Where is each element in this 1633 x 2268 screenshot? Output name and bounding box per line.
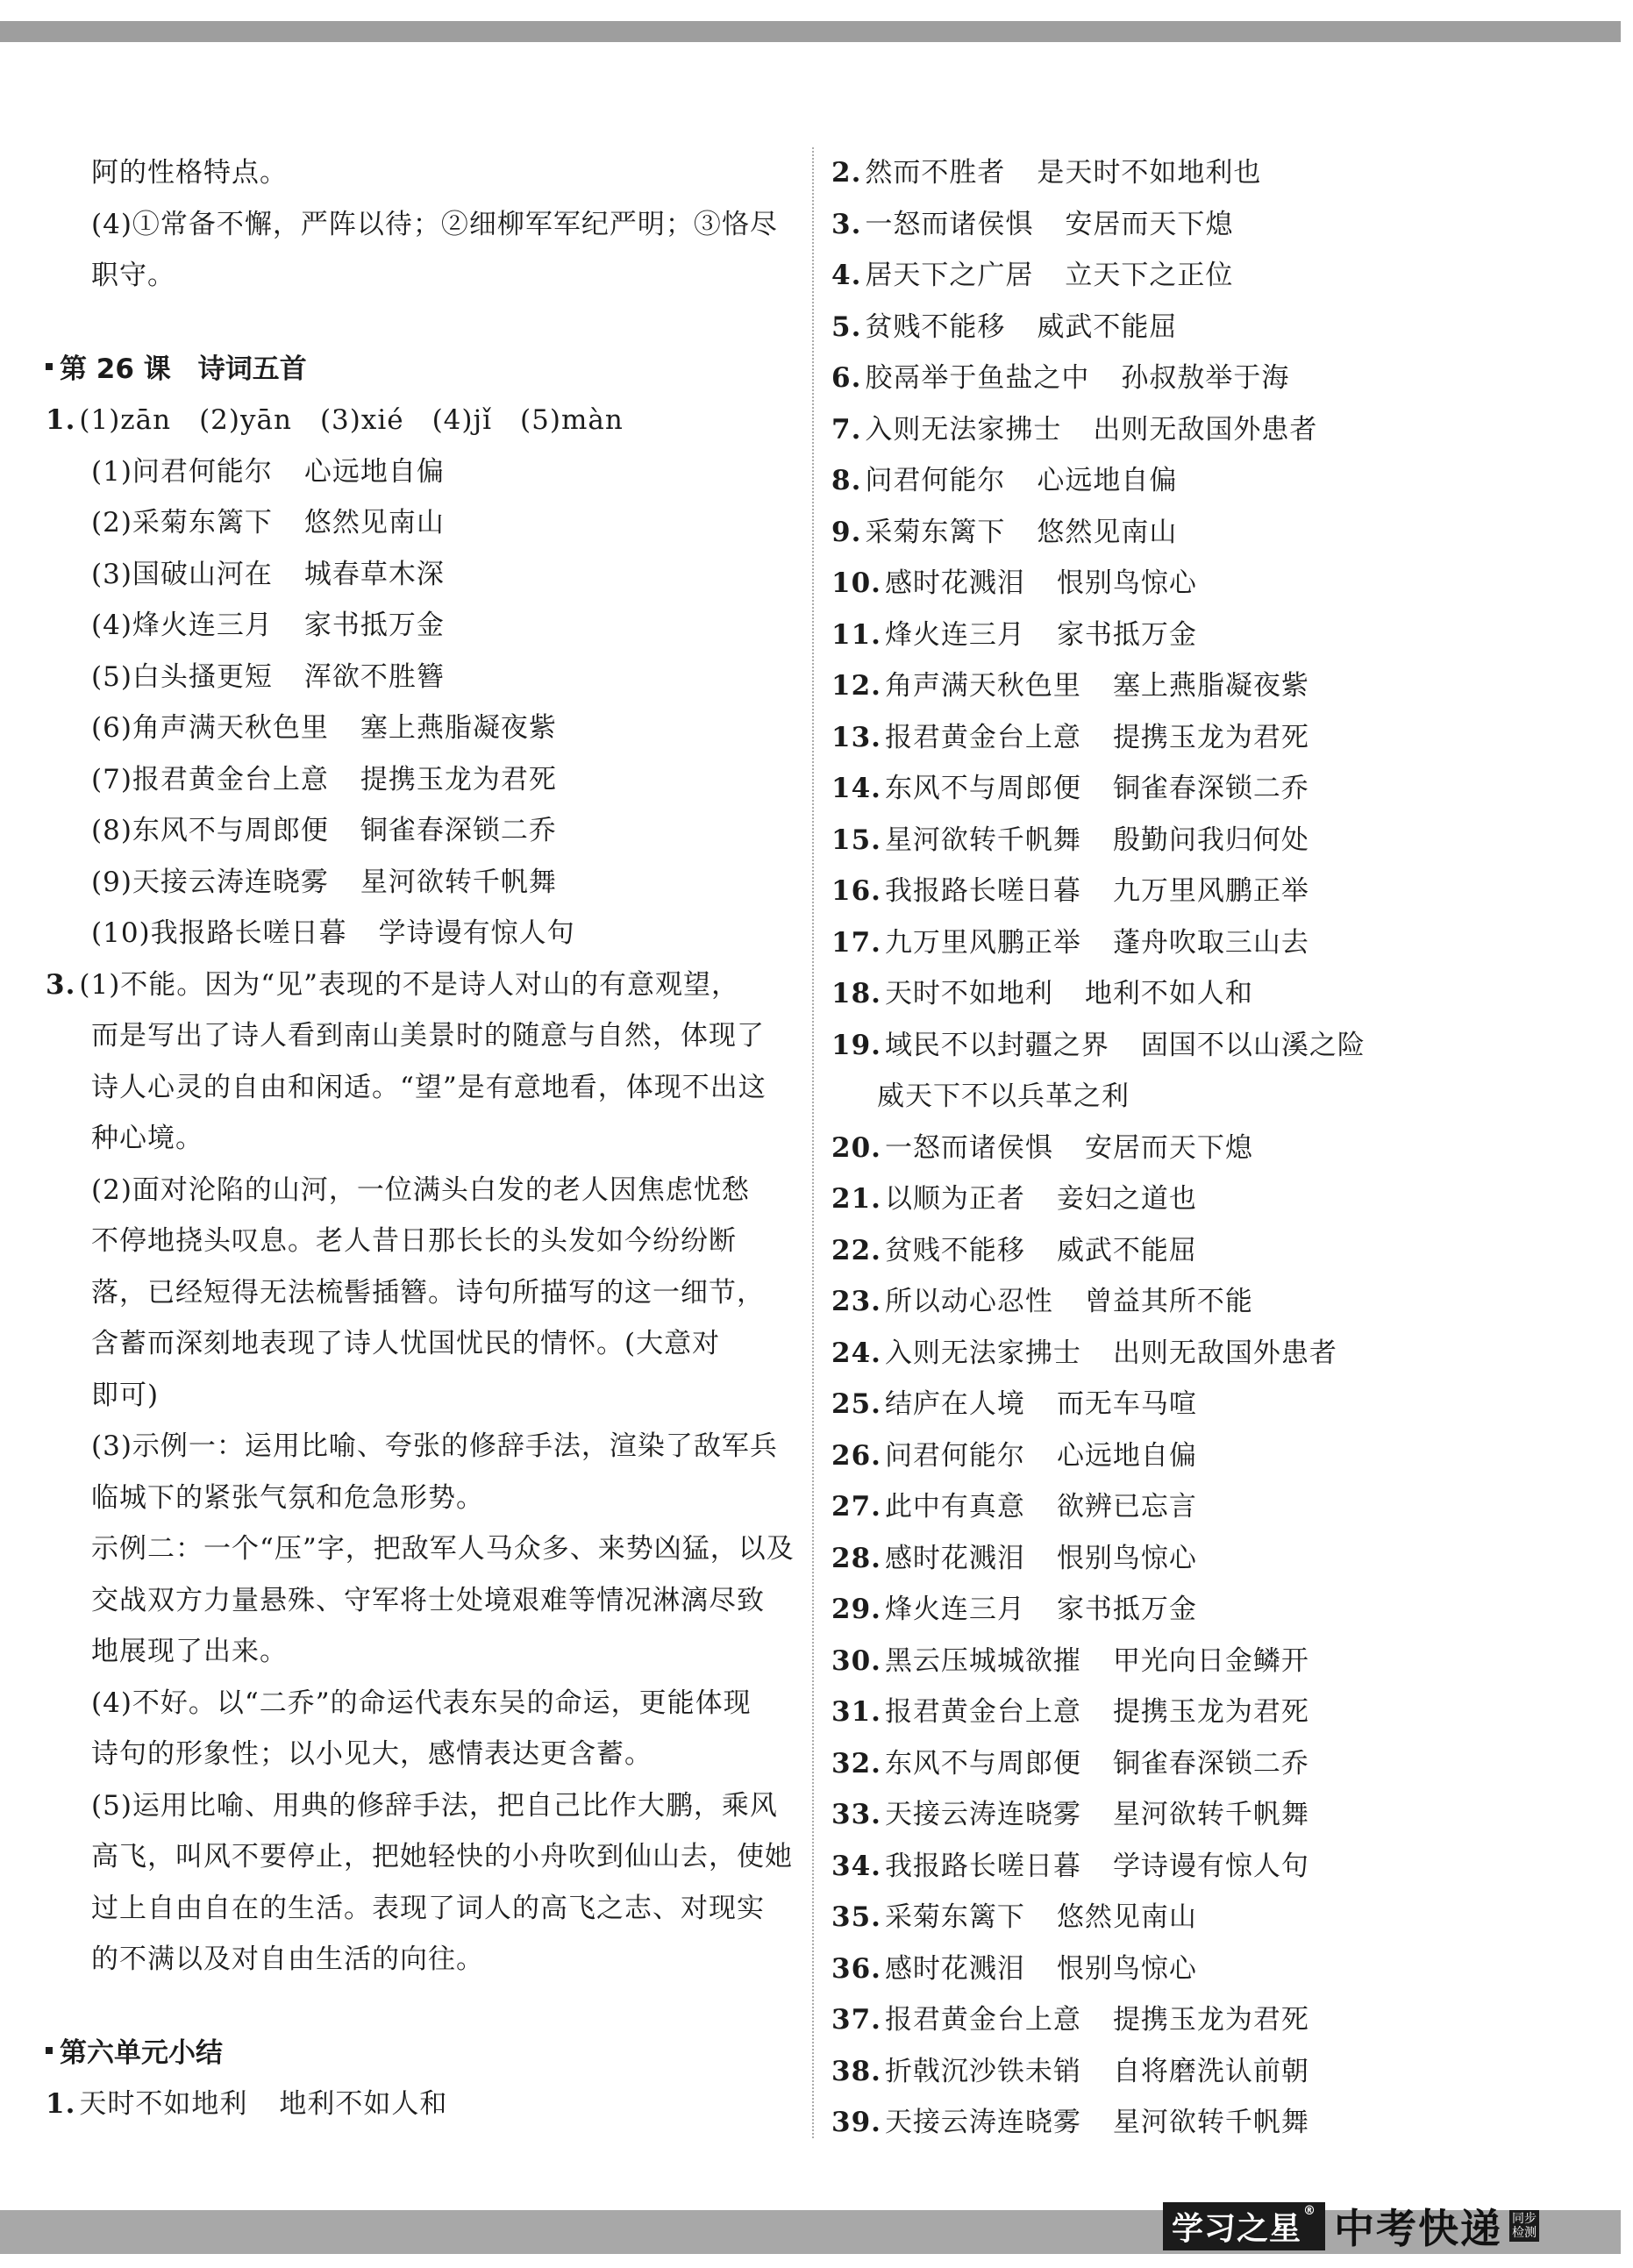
summary-item (831, 1481, 1603, 1533)
item-number: 10. (831, 567, 881, 599)
left-column (46, 147, 795, 2130)
answer-q2-item (46, 703, 782, 754)
item-number: 4. (831, 260, 862, 291)
item-number: 24. (831, 1337, 881, 1369)
answer-q2-item (46, 549, 782, 601)
answer-part-c: 威天下不以兵革之利 (877, 1081, 1130, 1112)
answer-part-b: 而无车马喧 (1056, 1388, 1197, 1420)
answer-part-a: 此中有真意 (884, 1491, 1025, 1523)
answer-part-b: 曾益其所不能 (1084, 1286, 1253, 1317)
item-number: 9. (831, 516, 862, 548)
answer-part-b: 学诗谩有惊人句 (1112, 1850, 1309, 1882)
text-line: 诗句的形象性；以小见大，感情表达更含蓄。 (91, 1738, 652, 1770)
item-number: 16. (831, 875, 881, 907)
answer-q3-body (46, 1010, 795, 1986)
item-number: 18. (831, 978, 881, 1009)
answer-q2-item (46, 652, 782, 703)
text-line: 种心境。 (91, 1123, 203, 1154)
summary-item (831, 1738, 1603, 1790)
brand-name: 中考快递 (1334, 2205, 1503, 2252)
item-number: 13. (831, 721, 881, 753)
answer-part-b: 心远地自偏 (1056, 1439, 1197, 1472)
summary-item (831, 353, 1603, 404)
item-number: 8. (831, 465, 862, 496)
text-line: (3)示例一：运用比喻、夸张的修辞手法，渲染了敌军兵 (91, 1430, 778, 1462)
item-number: 38. (831, 2055, 881, 2087)
answer-part-a: 我报路长嗟日暮 (884, 875, 1081, 907)
summary-item (831, 866, 1603, 917)
answer-part-a: 东风不与周郎便 (884, 1747, 1081, 1779)
answer-part-a: 我报路长嗟日暮 (884, 1850, 1081, 1882)
answer-part-a: 结庐在人境 (884, 1388, 1025, 1420)
answer-part-a: 胶鬲举于鱼盐之中 (865, 362, 1090, 394)
answer-part-a: 以顺为正者 (884, 1183, 1025, 1215)
item-number: 27. (831, 1491, 881, 1523)
answer-part-a: 问君何能尔 (884, 1439, 1025, 1472)
answer-part-b: 是天时不如地利也 (1037, 157, 1262, 189)
item-number: 36. (831, 1952, 881, 1985)
answer-q2-item (46, 497, 782, 549)
answer-part-a: 角声满天秋色里 (884, 670, 1081, 702)
item-number: 23. (831, 1286, 881, 1317)
answer-part-a: 烽火连三月 (884, 618, 1025, 651)
item-number: 3. (831, 208, 862, 240)
answer-part-b: 家书抵万金 (1056, 1594, 1197, 1625)
answer-part-b: 心远地自偏 (1037, 465, 1178, 496)
answer-part-b: 威武不能屈 (1037, 310, 1178, 343)
text-line: (5)运用比喻、用典的修辞手法，把自己比作大鹏，乘风 (91, 1789, 778, 1822)
answer-part-a: 折戟沉沙铁未销 (884, 2055, 1081, 2087)
summary-item (831, 1123, 1603, 1174)
item-number: 26. (831, 1439, 881, 1472)
answer-part-a: 天时不如地利 (884, 978, 1053, 1009)
answer-part-b: 提携玉龙为君死 (360, 763, 557, 795)
top-gray-bar (0, 21, 1621, 42)
answer-part-b: 甲光向日金鳞开 (1112, 1644, 1309, 1677)
answer-part-b: 提携玉龙为君死 (1112, 1696, 1309, 1728)
summary-item (831, 1943, 1603, 1995)
answer-part-a: (3)国破山河在 (91, 558, 273, 590)
answer-part-b: 浑欲不胜簪 (303, 660, 445, 693)
summary-item (831, 1841, 1603, 1893)
answer-q2-item (46, 754, 782, 806)
summary-item (831, 302, 1603, 353)
answer-part-a: (7)报君黄金台上意 (91, 763, 329, 795)
summary-item (831, 1994, 1603, 2046)
answer-part-b: 蓬舟吹取三山去 (1112, 926, 1309, 959)
answer-part-b: 城春草木深 (303, 558, 445, 590)
answer-part-b: 塞上燕脂凝夜紫 (360, 712, 557, 744)
item-number: 28. (831, 1542, 881, 1574)
answer-part-b: 心远地自偏 (303, 455, 445, 488)
answer-part-b: 固国不以山溪之险 (1140, 1029, 1366, 1061)
brand-tag: 同步检测 (1509, 2210, 1539, 2242)
answer-part-a: (1)问君何能尔 (91, 455, 273, 488)
answer-part-b: 安居而天下熄 (1065, 208, 1234, 240)
answer-part-b: 自将磨洗认前朝 (1112, 2055, 1309, 2087)
answer-part-b: 星河欲转千帆舞 (360, 866, 557, 898)
text-line: 交战双方力量悬殊、守军将士处境艰难等情况淋漓尽致 (91, 1584, 765, 1616)
summary-item-continued (831, 1071, 1603, 1123)
item-number: 29. (831, 1594, 881, 1625)
section-title-lesson26: 第 26 课 诗词五首 (46, 344, 782, 396)
answer-part-b: 悠然见南山 (1056, 1901, 1197, 1933)
answer-part-a: (10)我报路长嗟日暮 (91, 917, 347, 949)
item-number: 31. (831, 1696, 881, 1728)
answer-q2-item (46, 600, 782, 652)
answer-q1: 1. (1)zān (2)yān (3)xié (4)jǐ (5)màn (46, 404, 624, 436)
answer-part-b: 出则无敌国外患者 (1093, 413, 1318, 446)
answer-part-b: 殷勤问我归何处 (1112, 824, 1309, 856)
summary-item (831, 558, 1603, 610)
text-line: 阿的性格特点。 (91, 157, 288, 189)
summary-item-1: 1. 天时不如地利 地利不如人和 (46, 2088, 448, 2120)
summary-item (831, 1430, 1603, 1482)
summary-item (831, 2046, 1603, 2098)
item-number: 20. (831, 1131, 881, 1164)
answer-part-b: 星河欲转千帆舞 (1112, 1799, 1309, 1830)
answer-part-a: 九万里风鹏正举 (884, 926, 1081, 959)
summary-item (831, 712, 1603, 764)
summary-item (831, 147, 1603, 199)
answer-part-a: 星河欲转千帆舞 (884, 824, 1081, 856)
answer-part-b: 妾妇之道也 (1056, 1183, 1197, 1215)
answer-part-b: 提携玉龙为君死 (1112, 2004, 1309, 2036)
answer-part-a: (2)采菊东篱下 (91, 507, 273, 538)
text-line: 地展现了出来。 (91, 1636, 288, 1667)
answer-q2-item (46, 805, 782, 857)
item-number: 15. (831, 824, 881, 856)
answer-part-a: 天接云涛连晓雾 (884, 2107, 1081, 2138)
text-line: 即可) (91, 1379, 160, 1411)
brand-footer (1163, 2200, 1601, 2252)
answer-part-b: 地利不如人和 (1084, 978, 1253, 1009)
answer-part-a: 感时花溅泪 (884, 1952, 1025, 1985)
text-line: 临城下的紧张气氛和危急形势。 (91, 1481, 484, 1514)
text-line: 落，已经短得无法梳髻插簪。诗句所描写的这一细节， (91, 1276, 765, 1309)
answer-part-b: 出则无敌国外患者 (1112, 1337, 1337, 1369)
answer-part-a: 一怒而诸侯惧 (865, 208, 1034, 240)
summary-item (831, 660, 1603, 712)
summary-item (831, 1789, 1603, 1841)
answer-part-b: 恨别鸟惊心 (1056, 1952, 1197, 1985)
summary-item (831, 610, 1603, 661)
item-number: 2. (831, 157, 862, 189)
answer-part-a: 采菊东篱下 (884, 1901, 1025, 1933)
answer-part-b: 悠然见南山 (303, 507, 445, 538)
column-divider (812, 147, 814, 2138)
summary-item (831, 815, 1603, 867)
answer-part-b: 家书抵万金 (303, 610, 445, 641)
answer-part-a: 报君黄金台上意 (884, 1696, 1081, 1728)
answer-part-b: 铜雀春深锁二乔 (1112, 1747, 1309, 1779)
answer-part-a: 感时花溅泪 (884, 567, 1025, 599)
summary-item (831, 199, 1603, 251)
answer-part-a: 报君黄金台上意 (884, 2004, 1081, 2036)
answer-part-a: 然而不胜者 (865, 157, 1006, 189)
item-number: 39. (831, 2107, 881, 2138)
text-line: (2)面对沦陷的山河，一位满头白发的老人因焦虑忧愁 (91, 1173, 750, 1206)
answer-part-a: 贫贱不能移 (884, 1234, 1025, 1266)
summary-item (831, 968, 1603, 1020)
text-line: 职守。 (91, 260, 175, 291)
answer-part-b: 威武不能屈 (1056, 1234, 1197, 1266)
answer-part-b: 家书抵万金 (1056, 618, 1197, 651)
answer-part-a: 报君黄金台上意 (884, 721, 1081, 753)
answer-part-a: 黑云压城城欲摧 (884, 1644, 1081, 1677)
answer-part-a: 天接云涛连晓雾 (884, 1799, 1081, 1830)
item-number: 7. (831, 413, 862, 446)
answer-part-b: 九万里风鹏正举 (1112, 875, 1309, 907)
summary-item (831, 1379, 1603, 1430)
answer-part-a: 所以动心忍性 (884, 1286, 1053, 1317)
item-number: 12. (831, 670, 881, 702)
answer-part-b: 立天下之正位 (1065, 260, 1234, 291)
summary-item (831, 250, 1603, 302)
answer-q2-item (46, 908, 782, 959)
answer-part-b: 安居而天下熄 (1084, 1131, 1253, 1164)
answer-part-b: 悠然见南山 (1037, 516, 1178, 548)
summary-item (831, 917, 1603, 969)
item-number: 35. (831, 1901, 881, 1933)
summary-item (831, 1173, 1603, 1225)
answer-part-a: 感时花溅泪 (884, 1542, 1025, 1574)
answer-part-a: 入则无法家拂士 (865, 413, 1062, 446)
text-line: 含蓄而深刻地表现了诗人忧国忧民的情怀。(大意对 (91, 1328, 721, 1359)
answer-part-b: 孙叔敖举于海 (1121, 362, 1290, 394)
answer-part-a: 一怒而诸侯惧 (884, 1131, 1053, 1164)
item-number: 22. (831, 1234, 881, 1266)
answer-part-a: (6)角声满天秋色里 (91, 712, 329, 744)
item-number: 11. (831, 618, 881, 651)
text-line: (4)不好。以“二乔”的命运代表东吴的命运，更能体现 (91, 1687, 752, 1719)
answer-q2-item (46, 857, 782, 909)
answer-part-a: 入则无法家拂士 (884, 1337, 1081, 1369)
text-line: (4)①常备不懈，严阵以待；②细柳军军纪严明；③恪尽 (91, 208, 778, 240)
item-number: 5. (831, 310, 862, 343)
answer-part-a: 东风不与周郎便 (884, 773, 1081, 804)
item-number: 34. (831, 1850, 881, 1882)
summary-item (831, 1533, 1603, 1585)
answer-part-b: 塞上燕脂凝夜紫 (1112, 670, 1309, 702)
item-number: 33. (831, 1799, 881, 1830)
item-number: 21. (831, 1183, 881, 1215)
answer-q2-item (46, 446, 782, 498)
item-number: 30. (831, 1644, 881, 1677)
answer-part-b: 提携玉龙为君死 (1112, 721, 1309, 753)
text-line: 而是写出了诗人看到南山美景时的随意与自然，体现了 (91, 1020, 765, 1052)
summary-item (831, 1276, 1603, 1328)
text-line: 示例二：一个“压”字，把敌军人马众多、来势凶猛，以及 (91, 1533, 795, 1565)
answer-part-a: 问君何能尔 (865, 465, 1006, 496)
answer-part-a: (9)天接云涛连晓雾 (91, 866, 329, 898)
answer-part-b: 学诗谩有惊人句 (378, 917, 575, 949)
summary-item (831, 763, 1603, 815)
summary-item (831, 507, 1603, 559)
item-number: 25. (831, 1388, 881, 1420)
answer-part-b: 欲辨已忘言 (1056, 1491, 1197, 1523)
item-number: 19. (831, 1029, 881, 1061)
summary-item (831, 1328, 1603, 1380)
summary-item (831, 1225, 1603, 1277)
summary-item (831, 1636, 1603, 1687)
answer-part-b: 铜雀春深锁二乔 (1112, 773, 1309, 804)
item-number: 37. (831, 2004, 881, 2036)
answer-part-a: (8)东风不与周郎便 (91, 815, 329, 846)
text-line: 不停地挠头叹息。老人昔日那长长的头发如今纷纷断 (91, 1225, 737, 1257)
summary-item (831, 1584, 1603, 1636)
item-number: 32. (831, 1747, 881, 1779)
answer-part-a: 域民不以封疆之界 (884, 1029, 1109, 1061)
section-title-unit6-summary: 第六单元小结 (46, 2028, 782, 2079)
answer-q3: 3. (1)不能。因为“见”表现的不是诗人对山的有意观望， (46, 968, 739, 1001)
summary-item (831, 2097, 1603, 2149)
answer-part-a: (4)烽火连三月 (91, 610, 273, 641)
summary-item (831, 1892, 1603, 1943)
text-line: 的不满以及对自由生活的向往。 (91, 1943, 484, 1975)
brand-logo: 学习之星 ® (1163, 2202, 1325, 2250)
answer-part-a: 烽火连三月 (884, 1594, 1025, 1625)
summary-item (831, 1687, 1603, 1738)
answer-part-a: (5)白头搔更短 (91, 660, 273, 693)
item-number: 17. (831, 926, 881, 959)
answer-q2-list (46, 446, 782, 959)
item-number: 14. (831, 773, 881, 804)
summary-item (831, 404, 1603, 456)
answer-part-b: 星河欲转千帆舞 (1112, 2107, 1309, 2138)
answer-part-b: 铜雀春深锁二乔 (360, 815, 557, 846)
text-line: 过上自由自在的生活。表现了词人的高飞之志、对现实 (91, 1892, 765, 1924)
answer-part-a: 贫贱不能移 (865, 310, 1006, 343)
right-column (831, 147, 1603, 2149)
summary-item (831, 455, 1603, 507)
answer-part-a: 采菊东篱下 (865, 516, 1006, 548)
answer-part-b: 恨别鸟惊心 (1056, 567, 1197, 599)
answer-part-a: 居天下之广居 (865, 260, 1034, 291)
text-line: 诗人心灵的自由和闲适。“望”是有意地看，体现不出这 (91, 1071, 767, 1103)
answer-part-b: 恨别鸟惊心 (1056, 1542, 1197, 1574)
text-line: 高飞，叫风不要停止，把她轻快的小舟吹到仙山去，使她 (91, 1841, 793, 1872)
item-number: 6. (831, 362, 862, 394)
summary-item (831, 1020, 1603, 1072)
